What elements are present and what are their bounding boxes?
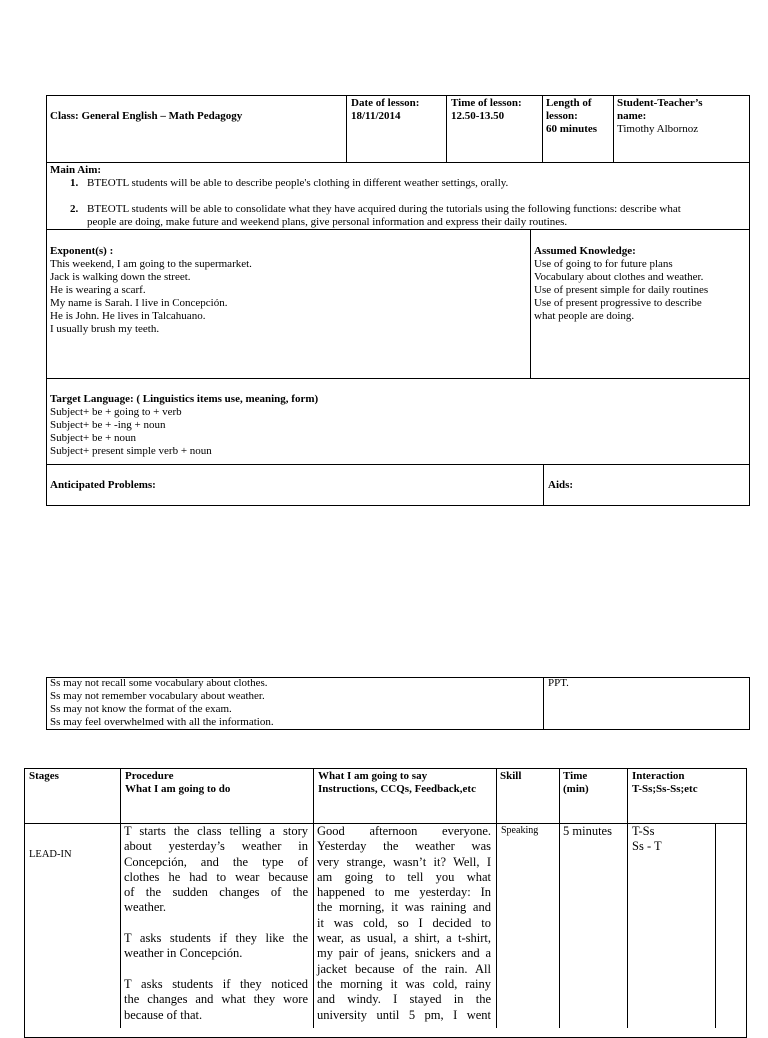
exponent-line: This weekend, I am going to the supermarket. bbox=[50, 258, 252, 270]
exponents bbox=[50, 245, 252, 336]
divider bbox=[346, 95, 347, 163]
length-label-1: Length of bbox=[546, 97, 592, 109]
date-label: Date of lesson: bbox=[351, 97, 420, 109]
target-line: Subject+ be + -ing + noun bbox=[50, 419, 166, 431]
problem-item: Ss may not remember vocabulary about weather. bbox=[50, 690, 265, 702]
divider bbox=[613, 95, 614, 163]
class-label: Class: General English – Math Pedagogy bbox=[50, 110, 243, 122]
divider bbox=[543, 677, 544, 730]
divider bbox=[46, 162, 750, 163]
length-label-2: lesson: bbox=[546, 110, 578, 122]
time-label: Time of lesson: bbox=[451, 97, 522, 109]
main-aim-label: Main Aim: bbox=[50, 164, 102, 176]
main-aim bbox=[50, 164, 746, 229]
problem-item: Ss may not recall some vocabulary about clothes. bbox=[50, 677, 268, 689]
divider bbox=[715, 823, 716, 1028]
interaction-value: T-Ss Ss - T bbox=[632, 824, 662, 854]
col-header-say: What I am going to say Instructions, CCQs, Feedback,etc bbox=[318, 770, 476, 795]
assumed-line: Use of going to for future plans bbox=[534, 258, 673, 270]
assumed-line: what people are doing. bbox=[534, 310, 635, 322]
divider bbox=[530, 229, 531, 379]
date-value: 18/11/2014 bbox=[351, 110, 401, 122]
teacher-value: Timothy Albornoz bbox=[617, 123, 699, 135]
time-value: 12.50-13.50 bbox=[451, 110, 505, 122]
target-line: Subject+ present simple verb + noun bbox=[50, 445, 212, 457]
col-header-interaction: Interaction T-Ss;Ss-Ss;etc bbox=[632, 770, 698, 795]
exponent-line: Jack is walking down the street. bbox=[50, 271, 191, 283]
assumed-knowledge bbox=[534, 245, 708, 323]
skill-value: Speaking bbox=[501, 825, 539, 836]
problems-list bbox=[50, 677, 274, 729]
divider bbox=[46, 229, 750, 230]
problem-item: Ss may not know the format of the exam. bbox=[50, 703, 232, 715]
length-of-lesson bbox=[546, 97, 597, 136]
col-header-procedure: Procedure What I am going to do bbox=[125, 770, 231, 795]
aids-value: PPT. bbox=[548, 677, 569, 689]
divider bbox=[559, 768, 560, 1028]
target-language-label: Target Language: ( Linguistics items use, meaning, form) bbox=[50, 393, 319, 405]
col-header-stages: Stages bbox=[29, 770, 59, 782]
exponent-line: He is John. He lives in Talcahuano. bbox=[50, 310, 206, 322]
anticipated-problems-label: Anticipated Problems: bbox=[50, 479, 156, 491]
assumed-knowledge-label: Assumed Knowledge: bbox=[534, 245, 636, 257]
student-teacher bbox=[617, 97, 703, 136]
divider bbox=[542, 95, 543, 163]
time-value: 5 minutes bbox=[563, 824, 612, 838]
divider bbox=[46, 378, 750, 379]
assumed-line: Use of present progressive to describe bbox=[534, 297, 702, 309]
divider bbox=[496, 768, 497, 1028]
date-of-lesson bbox=[351, 97, 419, 123]
divider bbox=[627, 768, 628, 1028]
col-header-skill: Skill bbox=[500, 770, 522, 782]
exponent-line: I usually brush my teeth. bbox=[50, 323, 160, 335]
exponents-label: Exponent(s) : bbox=[50, 245, 114, 257]
stage-lead-in: LEAD-IN bbox=[29, 849, 72, 860]
divider bbox=[46, 464, 750, 465]
aim-item: 2. BTEOTL students will be able to consolidate what they have acquired during the tutorials using the following functions: describe what people are doing, make future and weekend plans, give personal information and express their daily routines. bbox=[70, 203, 681, 228]
teacher-label-1: Student-Teacher’s bbox=[617, 97, 703, 109]
divider bbox=[313, 768, 314, 1028]
target-language bbox=[50, 393, 318, 458]
teacher-label-2: name: bbox=[617, 110, 647, 122]
problem-item: Ss may feel overwhelmed with all the information. bbox=[50, 716, 274, 728]
assumed-line: Vocabulary about clothes and weather. bbox=[534, 271, 704, 283]
aim-item: 1. BTEOTL students will be able to describe people's clothing in different weather settings, orally. bbox=[70, 177, 509, 189]
divider bbox=[120, 768, 121, 1028]
col-header-time: Time (min) bbox=[563, 770, 589, 795]
time-of-lesson bbox=[451, 97, 522, 123]
procedure-text: T starts the class telling a story about yesterday’s weather in Concepción, and the type of clothes he had to wear because of the sudden changes of the weather. T asks students if they like the weather in Concepción. T asks students if they noticed the changes and what they wore because of that. bbox=[124, 824, 308, 1022]
divider bbox=[446, 95, 447, 163]
assumed-line: Use of present simple for daily routines bbox=[534, 284, 709, 296]
exponent-line: He is wearing a scarf. bbox=[50, 284, 146, 296]
exponent-line: My name is Sarah. I live in Concepción. bbox=[50, 297, 228, 309]
length-value: 60 minutes bbox=[546, 123, 598, 135]
say-text: Good afternoon everyone. Yesterday the weather was very strange, wasn’t it? Well, I am going to tell you what happened to me yesterday: In the morning, it was raining and it was cold, so I decided to wear, as usual, a shirt, a t-shirt, my pair of jeans, snickers and a jacket because of the rain. All the morning it was cold, rainy and windy. I stayed in the university until 5 pm, I went bbox=[317, 824, 491, 1022]
main-aim-list bbox=[50, 177, 746, 229]
aids-label: Aids: bbox=[548, 479, 574, 491]
target-line: Subject+ be + going to + verb bbox=[50, 406, 182, 418]
divider bbox=[543, 464, 544, 506]
target-line: Subject+ be + noun bbox=[50, 432, 137, 444]
